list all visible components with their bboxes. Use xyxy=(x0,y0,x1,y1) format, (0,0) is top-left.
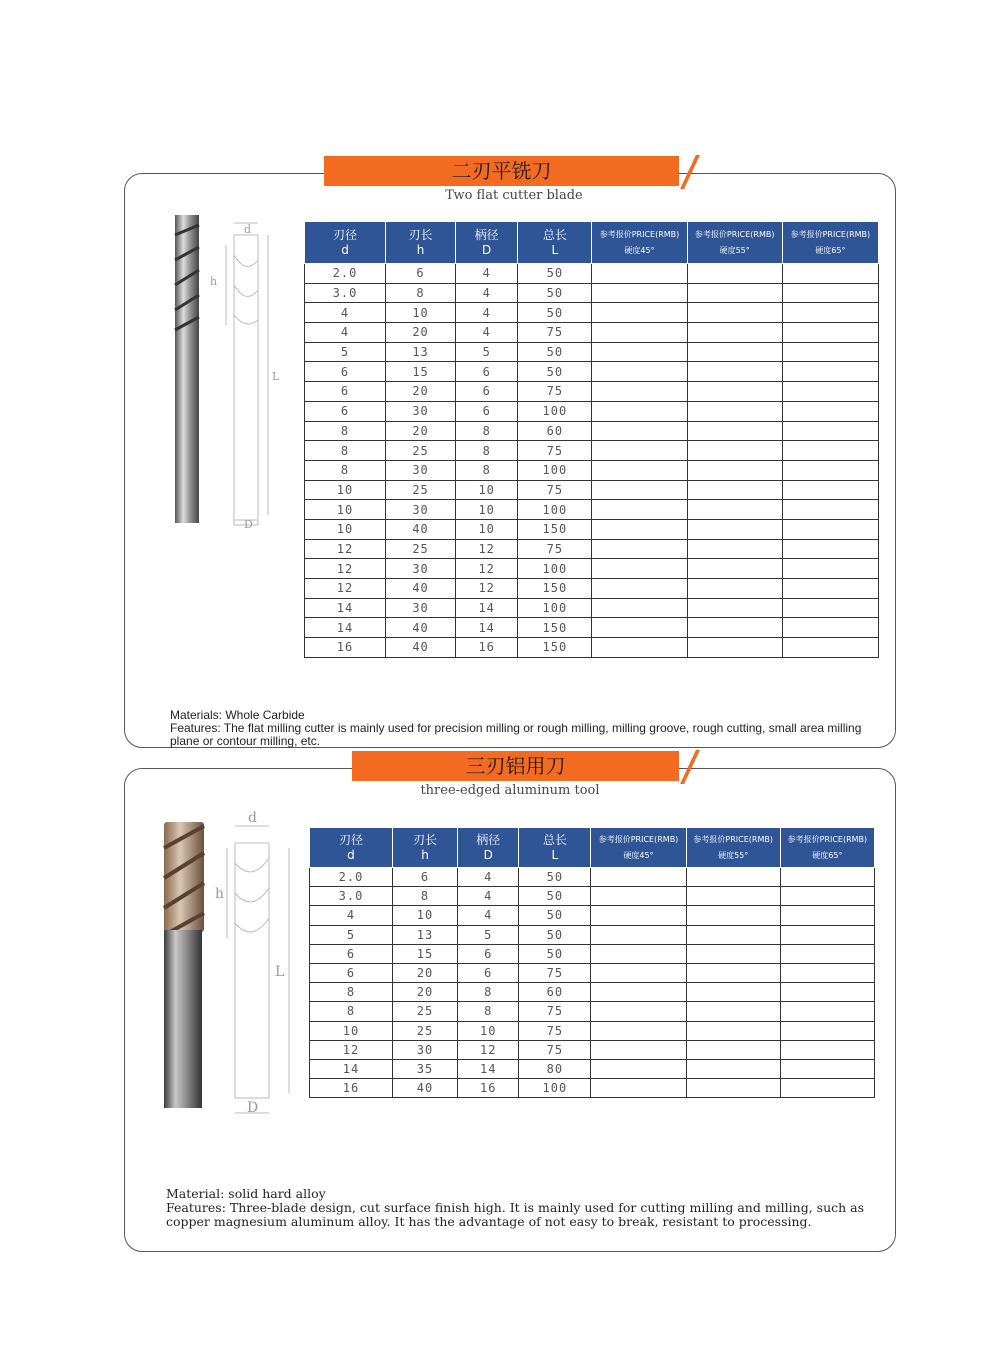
table-cell: 50 xyxy=(518,283,592,303)
table-cell: 4 xyxy=(456,323,518,343)
table-cell: 8 xyxy=(386,283,456,303)
header-price-55: 参考报价PRICE(RMB) 硬度55° xyxy=(686,828,780,868)
header-price-65: 参考报价PRICE(RMB) 硬度65° xyxy=(782,222,878,264)
table-row xyxy=(305,441,879,461)
price-cell xyxy=(686,1059,780,1078)
price-cell xyxy=(687,382,782,402)
table-cell: 15 xyxy=(392,944,457,963)
dim-D-label: D xyxy=(247,1100,259,1116)
table-row xyxy=(305,342,879,362)
price-cell xyxy=(687,421,782,441)
spec-table-two-flat xyxy=(304,221,879,658)
table-cell: 60 xyxy=(519,983,591,1002)
table-cell: 60 xyxy=(518,421,592,441)
table-row xyxy=(305,519,879,539)
price-cell xyxy=(591,906,686,925)
table-cell: 50 xyxy=(518,303,592,323)
table-cell: 4 xyxy=(456,264,518,284)
table-cell: 10 xyxy=(392,906,457,925)
price-cell xyxy=(780,944,874,963)
table-cell: 15 xyxy=(386,362,456,382)
table-cell: 16 xyxy=(305,638,386,658)
table-cell: 6 xyxy=(305,382,386,402)
table-cell: 100 xyxy=(518,401,592,421)
header-price-45: 参考报价PRICE(RMB) 硬度45° xyxy=(592,222,687,264)
table-cell: 8 xyxy=(305,460,386,480)
table-cell: 100 xyxy=(519,1079,591,1098)
price-cell xyxy=(687,264,782,284)
table-cell: 30 xyxy=(386,559,456,579)
table-cell: 6 xyxy=(458,963,519,982)
price-cell xyxy=(782,342,878,362)
table-cell: 5 xyxy=(458,925,519,944)
aluminum-cutter-drawing xyxy=(205,808,295,1128)
table-cell: 75 xyxy=(519,1021,591,1040)
dim-L-label: L xyxy=(275,964,285,980)
table-cell: 12 xyxy=(456,579,518,599)
table-row xyxy=(305,460,879,480)
table-cell: 40 xyxy=(386,618,456,638)
price-cell xyxy=(686,963,780,982)
table-cell: 2.0 xyxy=(310,868,393,887)
price-cell xyxy=(592,323,687,343)
table-row xyxy=(305,480,879,500)
price-cell xyxy=(592,401,687,421)
spec-table-three-edged xyxy=(309,827,875,1098)
table-cell: 25 xyxy=(392,1021,457,1040)
table-row xyxy=(305,362,879,382)
price-cell xyxy=(687,480,782,500)
price-cell xyxy=(591,1002,686,1021)
price-cell xyxy=(687,303,782,323)
price-cell xyxy=(686,925,780,944)
price-cell xyxy=(780,1002,874,1021)
price-cell xyxy=(592,460,687,480)
table-cell: 50 xyxy=(519,944,591,963)
table-cell: 75 xyxy=(518,382,592,402)
price-cell xyxy=(592,362,687,382)
table-cell: 20 xyxy=(392,963,457,982)
table-row xyxy=(305,559,879,579)
table-cell: 75 xyxy=(518,480,592,500)
table-cell: 14 xyxy=(458,1059,519,1078)
table-row xyxy=(305,323,879,343)
table-cell: 50 xyxy=(519,906,591,925)
table-cell: 150 xyxy=(518,618,592,638)
table-row xyxy=(305,598,879,618)
price-cell xyxy=(592,519,687,539)
table-row xyxy=(310,1021,875,1040)
price-cell xyxy=(782,500,878,520)
materials-text: Material: solid hard alloy xyxy=(166,1186,326,1201)
table-cell: 8 xyxy=(392,887,457,906)
header-shank-diameter: 柄径 D xyxy=(458,828,519,868)
table-cell: 40 xyxy=(386,519,456,539)
materials-text: Materials: Whole Carbide xyxy=(170,708,305,722)
price-cell xyxy=(782,480,878,500)
table-cell: 100 xyxy=(518,598,592,618)
price-cell xyxy=(782,401,878,421)
table-cell: 100 xyxy=(518,500,592,520)
table-cell: 6 xyxy=(386,264,456,284)
price-cell xyxy=(591,944,686,963)
table-cell: 4 xyxy=(456,283,518,303)
table-cell: 14 xyxy=(310,1059,393,1078)
table-cell: 35 xyxy=(392,1059,457,1078)
table-cell: 30 xyxy=(392,1040,457,1059)
price-cell xyxy=(782,579,878,599)
table-cell: 6 xyxy=(310,963,393,982)
table-cell: 75 xyxy=(518,441,592,461)
table-cell: 10 xyxy=(456,480,518,500)
table-cell: 14 xyxy=(305,618,386,638)
section-title-two-flat: 二刃平铣刀 xyxy=(324,156,679,186)
price-cell xyxy=(782,519,878,539)
table-cell: 5 xyxy=(310,925,393,944)
table-cell: 30 xyxy=(386,401,456,421)
table-row xyxy=(305,579,879,599)
price-cell xyxy=(687,401,782,421)
dim-d-label: d xyxy=(248,810,257,826)
table-cell: 14 xyxy=(456,598,518,618)
price-cell xyxy=(686,887,780,906)
table-cell: 13 xyxy=(386,342,456,362)
table-cell: 100 xyxy=(518,559,592,579)
table-cell: 50 xyxy=(519,887,591,906)
price-cell xyxy=(592,500,687,520)
table-cell: 4 xyxy=(305,303,386,323)
table-cell: 5 xyxy=(456,342,518,362)
table-cell: 10 xyxy=(458,1021,519,1040)
table-cell: 10 xyxy=(305,500,386,520)
header-overall-length: 总长 L xyxy=(518,222,592,264)
table-cell: 10 xyxy=(456,519,518,539)
table-row xyxy=(310,983,875,1002)
table-cell: 4 xyxy=(458,868,519,887)
price-cell xyxy=(686,868,780,887)
table-row xyxy=(305,539,879,559)
table-cell: 3.0 xyxy=(310,887,393,906)
price-cell xyxy=(686,1040,780,1059)
price-cell xyxy=(780,887,874,906)
table-cell: 50 xyxy=(518,264,592,284)
price-cell xyxy=(592,303,687,323)
table-cell: 2.0 xyxy=(305,264,386,284)
table-row xyxy=(305,421,879,441)
table-cell: 8 xyxy=(305,441,386,461)
table-cell: 16 xyxy=(458,1079,519,1098)
price-cell xyxy=(592,579,687,599)
table-cell: 6 xyxy=(456,382,518,402)
price-cell xyxy=(592,382,687,402)
table-cell: 50 xyxy=(519,925,591,944)
table-cell: 6 xyxy=(310,944,393,963)
price-cell xyxy=(591,1040,686,1059)
table-cell: 12 xyxy=(310,1040,393,1059)
table-cell: 6 xyxy=(305,401,386,421)
table-cell: 4 xyxy=(305,323,386,343)
price-cell xyxy=(687,519,782,539)
table-row xyxy=(310,906,875,925)
table-cell: 8 xyxy=(310,1002,393,1021)
header-blade-length: 刃长 h xyxy=(386,222,456,264)
price-cell xyxy=(782,618,878,638)
table-cell: 8 xyxy=(310,983,393,1002)
price-cell xyxy=(687,579,782,599)
price-cell xyxy=(780,983,874,1002)
table-row xyxy=(305,283,879,303)
price-cell xyxy=(687,283,782,303)
dim-D-label: D xyxy=(244,518,253,531)
table-cell: 10 xyxy=(305,519,386,539)
table-cell: 50 xyxy=(518,362,592,382)
table-cell: 25 xyxy=(392,1002,457,1021)
price-cell xyxy=(780,868,874,887)
table-cell: 6 xyxy=(456,362,518,382)
price-cell xyxy=(780,1079,874,1098)
price-cell xyxy=(687,323,782,343)
flat-cutter-image xyxy=(172,215,202,525)
price-cell xyxy=(592,264,687,284)
table-row xyxy=(310,868,875,887)
dim-h-label: h xyxy=(210,275,218,288)
table-cell: 50 xyxy=(518,342,592,362)
table-cell: 8 xyxy=(458,1002,519,1021)
price-cell xyxy=(687,539,782,559)
table-cell: 5 xyxy=(305,342,386,362)
table-cell: 50 xyxy=(519,868,591,887)
price-cell xyxy=(592,598,687,618)
price-cell xyxy=(592,441,687,461)
table-cell: 30 xyxy=(386,598,456,618)
price-cell xyxy=(686,1021,780,1040)
price-cell xyxy=(687,342,782,362)
price-cell xyxy=(782,382,878,402)
price-cell xyxy=(591,925,686,944)
price-cell xyxy=(591,1059,686,1078)
price-cell xyxy=(687,460,782,480)
table-row xyxy=(310,944,875,963)
table-row xyxy=(305,303,879,323)
section-subtitle: three-edged aluminum tool xyxy=(420,783,600,798)
price-cell xyxy=(592,480,687,500)
header-price-45: 参考报价PRICE(RMB) 硬度45° xyxy=(591,828,686,868)
price-cell xyxy=(686,906,780,925)
price-cell xyxy=(592,283,687,303)
price-cell xyxy=(592,618,687,638)
price-cell xyxy=(591,887,686,906)
price-cell xyxy=(686,1002,780,1021)
price-cell xyxy=(591,983,686,1002)
price-cell xyxy=(686,944,780,963)
table-cell: 14 xyxy=(305,598,386,618)
price-cell xyxy=(780,1040,874,1059)
table-row xyxy=(305,401,879,421)
table-cell: 25 xyxy=(386,539,456,559)
price-cell xyxy=(780,1021,874,1040)
header-overall-length: 总长 L xyxy=(519,828,591,868)
table-cell: 40 xyxy=(392,1079,457,1098)
price-cell xyxy=(782,323,878,343)
features-text: Features: The flat milling cutter is mainly used for precision milling or rough milling, milling groove, rough cutting, small area milling plane or contour milling, etc. xyxy=(170,721,862,748)
price-cell xyxy=(782,559,878,579)
table-cell: 25 xyxy=(386,480,456,500)
price-cell xyxy=(687,638,782,658)
header-blade-diameter: 刃径 d xyxy=(305,222,386,264)
table-cell: 4 xyxy=(310,906,393,925)
table-cell: 40 xyxy=(386,579,456,599)
table-cell: 10 xyxy=(310,1021,393,1040)
table-cell: 8 xyxy=(456,421,518,441)
price-cell xyxy=(782,441,878,461)
table-row xyxy=(305,264,879,284)
dim-L-label: L xyxy=(272,370,280,383)
table-cell: 150 xyxy=(518,579,592,599)
table-header-row xyxy=(310,828,875,868)
header-blade-diameter: 刃径 d xyxy=(310,828,393,868)
table-cell: 75 xyxy=(518,323,592,343)
table-cell: 4 xyxy=(458,887,519,906)
table-cell: 20 xyxy=(386,323,456,343)
table-cell: 3.0 xyxy=(305,283,386,303)
price-cell xyxy=(782,539,878,559)
header-price-55: 参考报价PRICE(RMB) 硬度55° xyxy=(687,222,782,264)
table-cell: 25 xyxy=(386,441,456,461)
table-cell: 75 xyxy=(519,1040,591,1059)
table-cell: 4 xyxy=(456,303,518,323)
dim-h-label: h xyxy=(215,886,225,902)
price-cell xyxy=(780,925,874,944)
price-cell xyxy=(782,421,878,441)
table-row xyxy=(310,925,875,944)
price-cell xyxy=(780,963,874,982)
price-cell xyxy=(782,598,878,618)
table-row xyxy=(305,618,879,638)
table-cell: 10 xyxy=(386,303,456,323)
table-cell: 150 xyxy=(518,638,592,658)
table-cell: 16 xyxy=(310,1079,393,1098)
table-cell: 6 xyxy=(305,362,386,382)
price-cell xyxy=(782,460,878,480)
price-cell xyxy=(592,638,687,658)
table-cell: 12 xyxy=(458,1040,519,1059)
table-row xyxy=(305,638,879,658)
price-cell xyxy=(591,963,686,982)
price-cell xyxy=(687,618,782,638)
table-cell: 14 xyxy=(456,618,518,638)
table-cell: 6 xyxy=(456,401,518,421)
table-cell: 12 xyxy=(305,559,386,579)
price-cell xyxy=(687,598,782,618)
price-cell xyxy=(592,539,687,559)
header-price-65: 参考报价PRICE(RMB) 硬度65° xyxy=(780,828,874,868)
table-cell: 75 xyxy=(519,963,591,982)
section-subtitle: Two flat cutter blade xyxy=(445,188,583,203)
price-cell xyxy=(686,983,780,1002)
table-cell: 6 xyxy=(458,944,519,963)
table-row xyxy=(310,1040,875,1059)
price-cell xyxy=(780,906,874,925)
table-cell: 12 xyxy=(456,539,518,559)
table-cell: 12 xyxy=(305,579,386,599)
table-row xyxy=(310,1079,875,1098)
table-cell: 30 xyxy=(386,460,456,480)
table-cell: 30 xyxy=(386,500,456,520)
table-cell: 80 xyxy=(519,1059,591,1078)
table-cell: 10 xyxy=(305,480,386,500)
table-cell: 12 xyxy=(305,539,386,559)
table-row xyxy=(305,382,879,402)
price-cell xyxy=(592,559,687,579)
section-title-three-edged: 三刃铝用刀 xyxy=(352,751,679,781)
table-row xyxy=(310,887,875,906)
features-text: Features: Three-blade design, cut surface finish high. It is mainly used for cutting milling and milling, such as copper magnesium aluminum alloy. It has the advantage of not easy to break, resistant to processing. xyxy=(166,1200,865,1229)
dim-d-label: d xyxy=(244,223,252,236)
table-row xyxy=(310,1002,875,1021)
price-cell xyxy=(782,638,878,658)
price-cell xyxy=(782,303,878,323)
table-cell: 10 xyxy=(456,500,518,520)
table-cell: 20 xyxy=(392,983,457,1002)
table-row xyxy=(305,500,879,520)
table-row xyxy=(310,963,875,982)
price-cell xyxy=(782,362,878,382)
table-cell: 8 xyxy=(458,983,519,1002)
price-cell xyxy=(591,1079,686,1098)
table-cell: 40 xyxy=(386,638,456,658)
price-cell xyxy=(687,441,782,461)
flat-cutter-drawing xyxy=(206,215,280,535)
table-cell: 150 xyxy=(518,519,592,539)
header-blade-length: 刃长 h xyxy=(392,828,457,868)
table-cell: 75 xyxy=(519,1002,591,1021)
table-cell: 75 xyxy=(518,539,592,559)
table-cell: 100 xyxy=(518,460,592,480)
table-cell: 8 xyxy=(456,460,518,480)
price-cell xyxy=(782,283,878,303)
price-cell xyxy=(591,1021,686,1040)
price-cell xyxy=(592,421,687,441)
table-cell: 8 xyxy=(456,441,518,461)
table-cell: 13 xyxy=(392,925,457,944)
table-cell: 4 xyxy=(458,906,519,925)
price-cell xyxy=(686,1079,780,1098)
price-cell xyxy=(591,868,686,887)
aluminum-cutter-image xyxy=(160,818,210,1113)
table-cell: 12 xyxy=(456,559,518,579)
table-header-row xyxy=(305,222,879,264)
table-cell: 20 xyxy=(386,382,456,402)
header-shank-diameter: 柄径 D xyxy=(456,222,518,264)
table-cell: 20 xyxy=(386,421,456,441)
table-cell: 6 xyxy=(392,868,457,887)
table-cell: 16 xyxy=(456,638,518,658)
price-cell xyxy=(687,500,782,520)
price-cell xyxy=(687,362,782,382)
price-cell xyxy=(780,1059,874,1078)
price-cell xyxy=(592,342,687,362)
price-cell xyxy=(687,559,782,579)
table-row xyxy=(310,1059,875,1078)
table-cell: 8 xyxy=(305,421,386,441)
price-cell xyxy=(782,264,878,284)
